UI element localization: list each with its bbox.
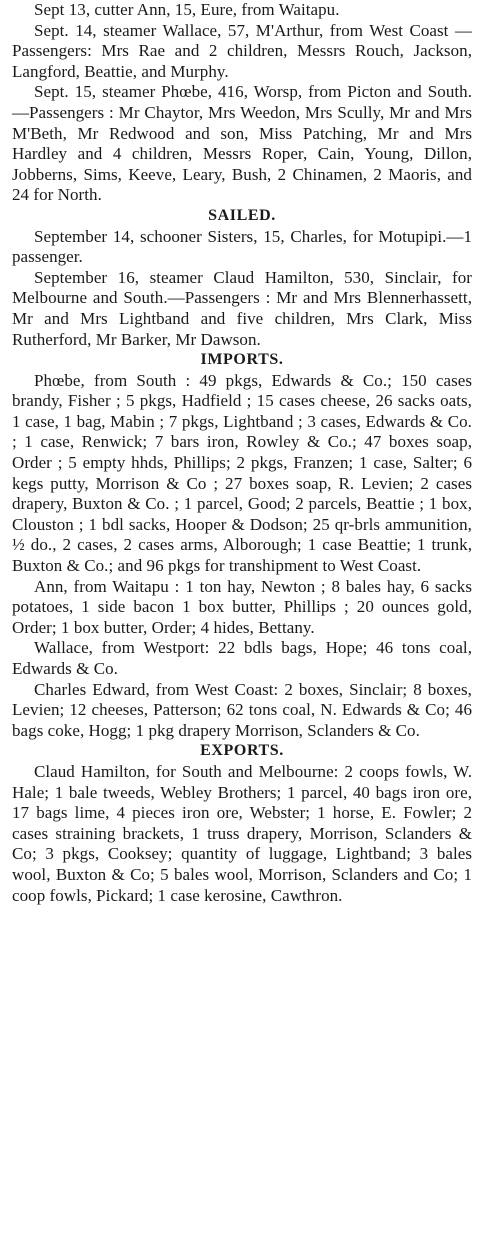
- import-entry: Charles Edward, from West Coast: 2 boxes, Sinclair; 8 boxes, Levien; 12 cheeses, Patterson; 62 tons coal, N. Edwards & Co; 46 bags coke, Hogg; 1 pkg drapery Morrison, Sclanders & Co.: [12, 679, 472, 740]
- import-entry: Wallace, from Westport: 22 bdls bags, Hope; 46 tons coal, Edwards & Co.: [12, 638, 472, 678]
- shipping-column: [12, 0, 472, 906]
- sailed-entry: September 16, steamer Claud Hamilton, 530, Sinclair, for Melbourne and South.—Passengers : Mr and Mrs Blennerhassett, Mr and Mrs Lightband and five children, Mrs Clark, Miss Rutherford, Mr Barker, Mr Dawson.: [12, 267, 472, 349]
- arrival-entry: Sept 13, cutter Ann, 15, Eure, from Waitapu.: [34, 0, 340, 19]
- import-entry: Phœbe, from South : 49 pkgs, Edwards & Co.; 150 cases brandy, Fisher ; 5 pkgs, Hadfield ; 15 cases cheese, 26 sacks oats, 1 case, 1 bag, Mabin ; 7 pkgs, Lightband ; 3 cases, Edwards & Co. ; 1 case, Renwick; 7 bars iron, Rowley & Co.; 47 boxes soap, Order ; 5 empty hhds, Phillips; 2 pkgs, Franzen; 1 case, Salter; 6 kegs putty, Morrison & Co ; 27 boxes soap, R. Levien; 2 cases drapery, Buxton & Co. ; 1 parcel, Good; 2 parcels, Beattie ; 1 box, Clouston ; 1 bdl sacks, Hooper & Dodson; 25 qr-brls ammunition, ½ do., 2 cases, 2 cases arms, Alborough; 1 case Beattie; 1 trunk, Buxton & Co.; and 96 pkgs for transhipment to West Coast.: [12, 370, 472, 576]
- import-entry: Ann, from Waitapu : 1 ton hay, Newton ; 8 bales hay, 6 sacks potatoes, 1 side bacon 1 box butter, Phillips ; 20 ounces gold, Order; 1 box butter, Order; 4 hides, Bettany.: [12, 576, 472, 637]
- arrival-entry: Sept. 14, steamer Wallace, 57, M'Arthur, from West Coast —Passengers: Mrs Rae and 2 children, Messrs Rouch, Jackson, Langford, Beattie, and Murphy.: [12, 20, 472, 81]
- sailed-entry: September 14, schooner Sisters, 15, Charles, for Motupipi.—1 passenger.: [12, 226, 472, 267]
- export-entry: Claud Hamilton, for South and Melbourne: 2 coops fowls, W. Hale; 1 bale tweeds, Webley Brothers; 1 parcel, 40 bags iron ore, 17 bags lime, 4 pieces iron ore, Webster; 1 horse, E. Fowler; 2 cases straining brackets, 1 truss drapery, Morrison, Sclanders & Co; 3 pkgs, Cooksey; quantity of luggage, Lightband; 3 bales wool, Buxton & Co; 5 bales wool, Morrison, Sclanders and Co; 1 coop fowls, Pickard; 1 case kerosine, Cawthron.: [12, 761, 472, 905]
- arrival-entry: Sept. 15, steamer Phœbe, 416, Worsp, from Picton and South.—Passengers : Mr Chaytor, Mrs Weedon, Mrs Scully, Mr and Mrs M'Beth, Mr Redwood and son, Miss Patching, Mr and Mrs Hardley and 4 children, Messrs Roper, Cain, Young, Dillon, Jobberns, Sims, Keeve, Leary, Bush, 2 Chinamen, 2 Maoris, and 24 for North.: [12, 82, 472, 205]
- section-heading-sailed: SAILED.: [208, 206, 276, 224]
- section-heading-imports: IMPORTS.: [200, 351, 284, 369]
- section-heading-exports: EXPORTS.: [200, 742, 284, 760]
